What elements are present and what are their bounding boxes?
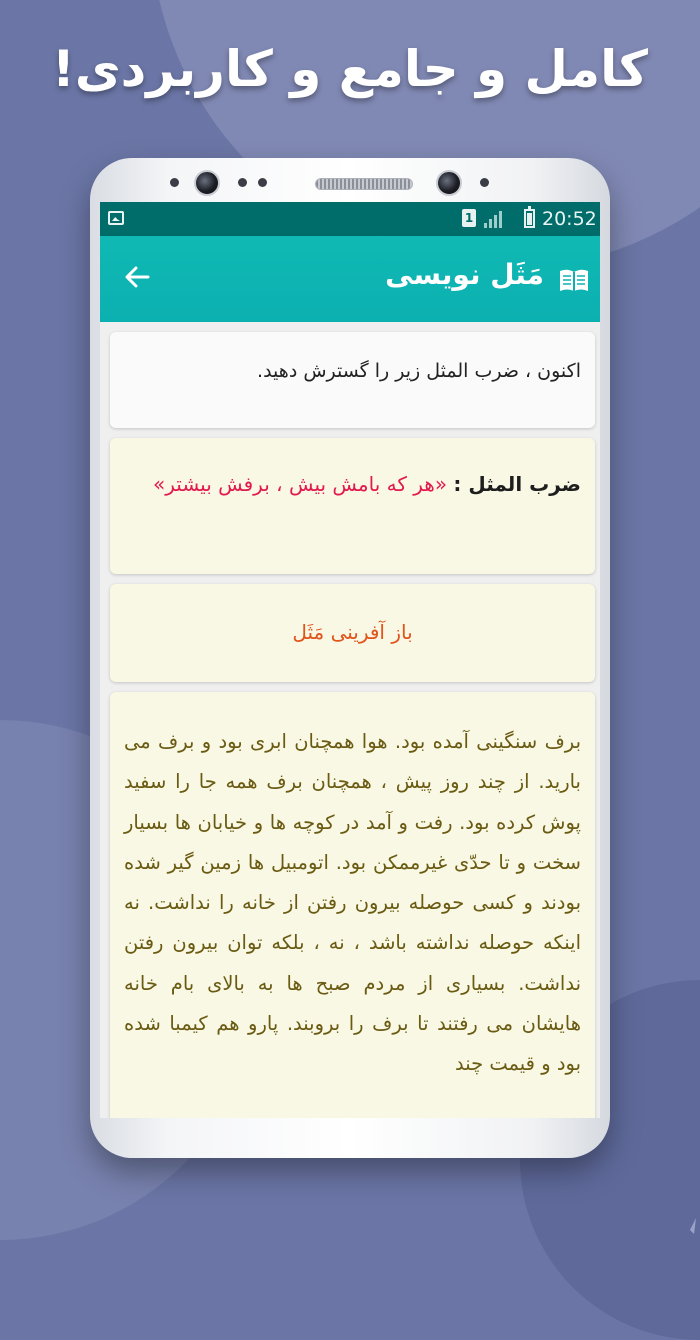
earpiece-speaker <box>315 178 413 190</box>
page-title: مَثَل نویسی <box>385 258 544 291</box>
app-bar <box>100 236 600 322</box>
gallery-notification-icon <box>108 211 124 225</box>
story-text: برف سنگینی آمده بود. هوا همچنان ابری بود و برف می بارید. از چند روز پیش ، همچنان برف همه جا را سفید پوش کرده بود. رفت و آمد در کوچه ها و خیابان ها بسیار سخت و تا حدّی غیرممکن بود. اتومبیل ها زمین گیر شده بودند و کسی حوصله بیرون رفتن از خانه را نداشت. نه اینکه حوصله نداشته باشد ، نه ، بلکه توان بیرون رفتن نداشت. بسیاری از مردم صبح ها به بالای بام خانه هایشان می رفتند تا برف را بروبند. پارو هم کیمبا شده بود و قیمت چند <box>124 730 581 1076</box>
status-bar <box>100 202 600 236</box>
sensor-dot <box>170 178 179 187</box>
phone-screen <box>100 202 600 1118</box>
status-time: 20:52 <box>542 208 597 230</box>
front-camera-icon <box>194 170 220 196</box>
instruction-text: اکنون ، ضرب المثل زیر را گسترش دهید. <box>257 360 581 382</box>
arrow-left-icon[interactable] <box>122 262 152 292</box>
content-area <box>100 322 600 1118</box>
story-card <box>110 692 595 1118</box>
recreate-proverb-label: باز آفرینی مَثَل <box>292 620 413 644</box>
phone-top-sensors <box>90 170 610 196</box>
front-camera-icon <box>436 170 462 196</box>
sensor-dot <box>238 178 247 187</box>
signal-icon <box>484 210 506 228</box>
sensor-dot <box>258 178 267 187</box>
promo-headline: کامل و جامع و کاربردی! <box>52 40 648 98</box>
recreate-proverb-button[interactable] <box>110 584 595 682</box>
decorative-mark <box>670 1190 700 1244</box>
proverb-text: «هر که بامش بیش ، برفش بیشتر» <box>153 472 448 496</box>
battery-icon <box>524 209 535 228</box>
instruction-card <box>110 332 595 428</box>
sensor-dot <box>480 178 489 187</box>
book-icon <box>558 267 590 293</box>
sim-slot-icon: 1 <box>462 209 476 227</box>
proverb-card <box>110 438 595 574</box>
proverb-label: ضرب المثل : <box>453 472 581 496</box>
